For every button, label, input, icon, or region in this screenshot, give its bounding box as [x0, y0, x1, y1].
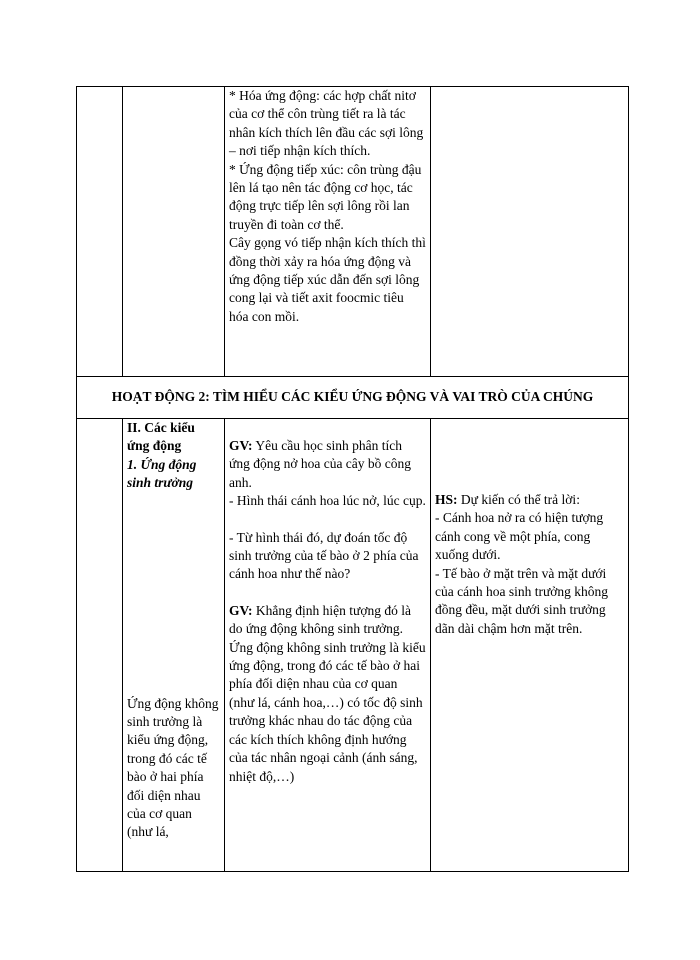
lesson-table [76, 86, 629, 872]
table-cell [431, 87, 629, 377]
table-cell [123, 419, 225, 872]
table-cell [431, 419, 629, 872]
table-cell [123, 87, 225, 377]
gv-confirm [229, 602, 426, 639]
table-cell [77, 87, 123, 377]
sub-title: 1. Ứng động sinh trưởng [127, 456, 197, 491]
table-row [77, 419, 629, 872]
table-cell [77, 419, 123, 872]
table-row [77, 87, 629, 377]
answer-item: - Tế bào ở mặt trên và mặt dưới của cánh hoa sinh trưởng không đồng đều, mặt dưới sinh trưởng dãn dài chậm hơn mặt trên. [435, 565, 609, 636]
paragraph-hoa-ung-dong: * Hóa ứng động: các hợp chất nitơ của cơ thể côn trùng tiết ra là tác nhân kích thích lên đầu các sợi lông – nơi tiếp nhận kích thích. [229, 88, 424, 159]
list-item: - Từ hình thái đó, dự đoán tốc độ sinh trưởng của tế bào ở 2 phía của cánh hoa như thế nào? [229, 529, 419, 582]
gv-instruction [229, 437, 426, 492]
table-row [77, 377, 629, 419]
table-cell [225, 419, 431, 872]
paragraph-ung-dong-tiep-xuc: * Ứng động tiếp xúc: côn trùng đậu lên lá tạo nên tác động cơ học, tác động trực tiếp lên sợi lông rồi lan truyền đi toàn cơ thể. [229, 161, 422, 232]
hs-response-text: Dự kiến có thể trả lời: [457, 492, 580, 507]
hs-label: HS: [435, 492, 458, 507]
gv-instruction-text: Yêu cầu học sinh phân tích ứng động nở hoa của cây bồ công anh. [229, 438, 412, 490]
definition-text: Ứng động không sinh trưởng là kiểu ứng động, trong đó các tế bào ở hai phía đối diện nhau của cơ quan (như lá, [127, 695, 219, 840]
paragraph-cay-gong-vo: Cây gọng vó tiếp nhận kích thích thì đồng thời xảy ra hóa ứng động và ứng động tiếp xúc dẫn đến sợi lông cong lại và tiết axit foocmic tiêu hóa con mồi. [229, 235, 426, 324]
list-item: - Hình thái cánh hoa lúc nở, lúc cụp. [229, 493, 426, 509]
explanation-text: Ứng động không sinh trưởng là kiểu ứng động, trong đó các tế bào ở hai phía đối diện nhau của cơ quan (như lá, cánh hoa,…) có tốc độ sinh trưởng khác nhau do tác động của các kích thích không định hướng của tác nhân ngoại cảnh (ánh sáng, nhiệt độ,…) [229, 639, 426, 784]
table-cell [225, 87, 431, 377]
activity-heading: HOẠT ĐỘNG 2: TÌM HIỂU CÁC KIỂU ỨNG ĐỘNG VÀ VAI TRÒ CỦA CHÚNG [77, 377, 629, 419]
gv-confirm-text: Khẳng định hiện tượng đó là do ứng động không sinh trưởng. [229, 602, 411, 637]
section-title: II. Các kiểu ứng động [127, 420, 195, 454]
gv-label: GV: [229, 602, 253, 618]
hs-response [435, 491, 624, 509]
gv-label: GV: [229, 438, 253, 453]
document-page [76, 86, 628, 872]
answer-item: - Cánh hoa nở ra có hiện tượng cánh cong về một phía, cong xuống dưới. [435, 510, 604, 563]
